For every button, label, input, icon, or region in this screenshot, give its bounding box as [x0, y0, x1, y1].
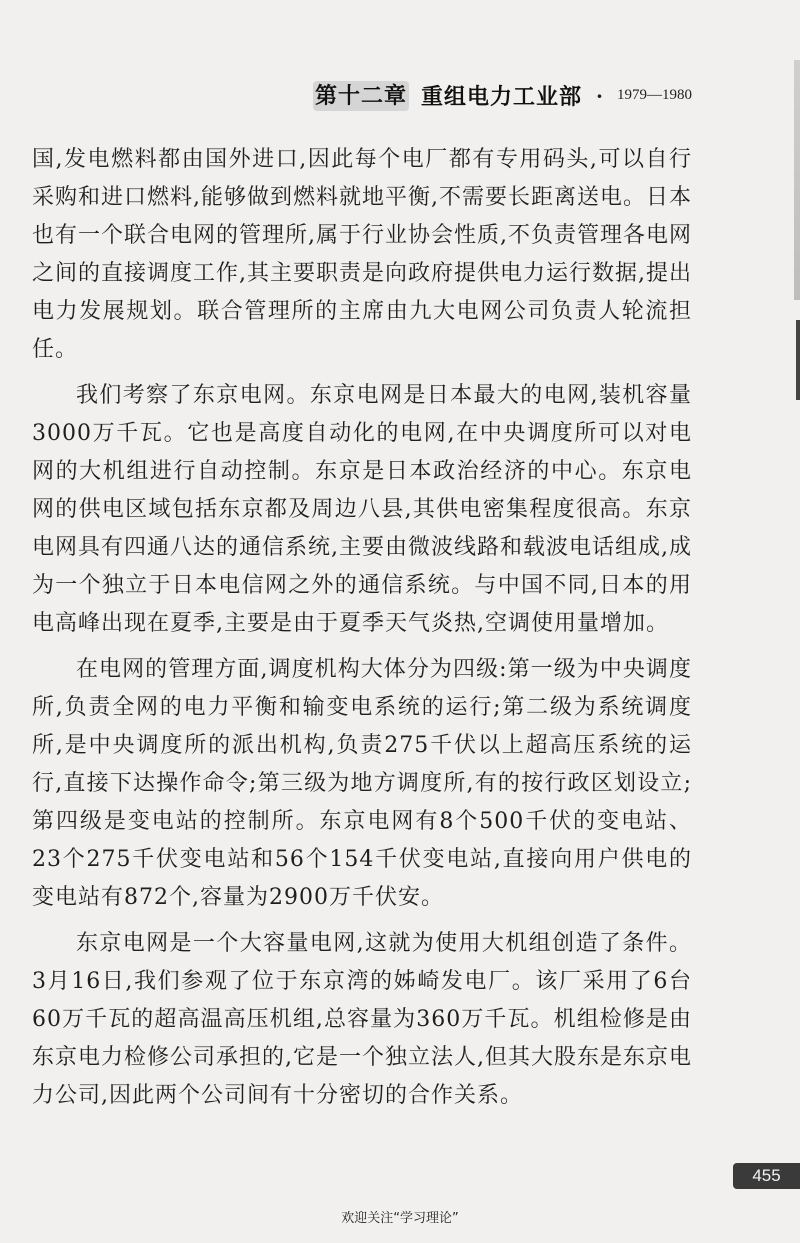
- chapter-title: 重组电力工业部: [421, 84, 583, 110]
- running-header: [313, 80, 692, 111]
- page-edge-mark: [796, 320, 800, 400]
- body-text: [32, 141, 692, 1123]
- paragraph-3: 在电网的管理方面,调度机构大体分为四级:第一级为中央调度所,负责全网的电力平衡和输变电系统的运行;第二级为系统调度所,是中央调度所的派出机构,负责275千伏以上超高压系统的运行,直接下达操作命令;第三级为地方调度所,有的按行政区划设立;第四级是变电站的控制所。东京电网有8个500千伏的变电站、23个275千伏变电站和56个154千伏变电站,直接向用户供电的变电站有872个,容量为2900万千伏安。: [32, 657, 692, 910]
- page-number: 455: [733, 1163, 800, 1189]
- paragraph-2: 我们考察了东京电网。东京电网是日本最大的电网,装机容量3000万千瓦。它也是高度自动化的电网,在中央调度所可以对电网的大机组进行自动控制。东京是日本政治经济的中心。东京电网的供电区域包括东京都及周边八县,其供电密集程度很高。东京电网具有四通八达的通信系统,主要由微波线路和载波电话组成,成为一个独立于日本电信网之外的通信系统。与中国不同,日本的用电高峰出现在夏季,主要是由于夏季天气炎热,空调使用量增加。: [32, 383, 692, 636]
- paragraph-4: 东京电网是一个大容量电网,这就为使用大机组创造了条件。3月16日,我们参观了位于东京湾的姊崎发电厂。该厂采用了6台60万千瓦的超高温高压机组,总容量为360万千瓦。机组检修是由东京电力检修公司承担的,它是一个独立法人,但其大股东是东京电力公司,因此两个公司间有十分密切的合作关系。: [32, 931, 692, 1108]
- paragraph-1: 国,发电燃料都由国外进口,因此每个电厂都有专用码头,可以自行采购和进口燃料,能够做到燃料就地平衡,不需要长距离送电。日本也有一个联合电网的管理所,属于行业协会性质,不负责管理各电网之间的直接调度工作,其主要职责是向政府提供电力运行数据,提出电力发展规划。联合管理所的主席由九大电网公司负责人轮流担任。: [32, 147, 692, 362]
- chapter-label: 第十二章: [315, 82, 408, 109]
- header-separator: ·: [596, 83, 603, 108]
- footer-note: 欢迎关注“学习理论”: [341, 1211, 459, 1226]
- chapter-years: 1979—1980: [617, 87, 692, 103]
- page-edge-shadow: [794, 60, 800, 300]
